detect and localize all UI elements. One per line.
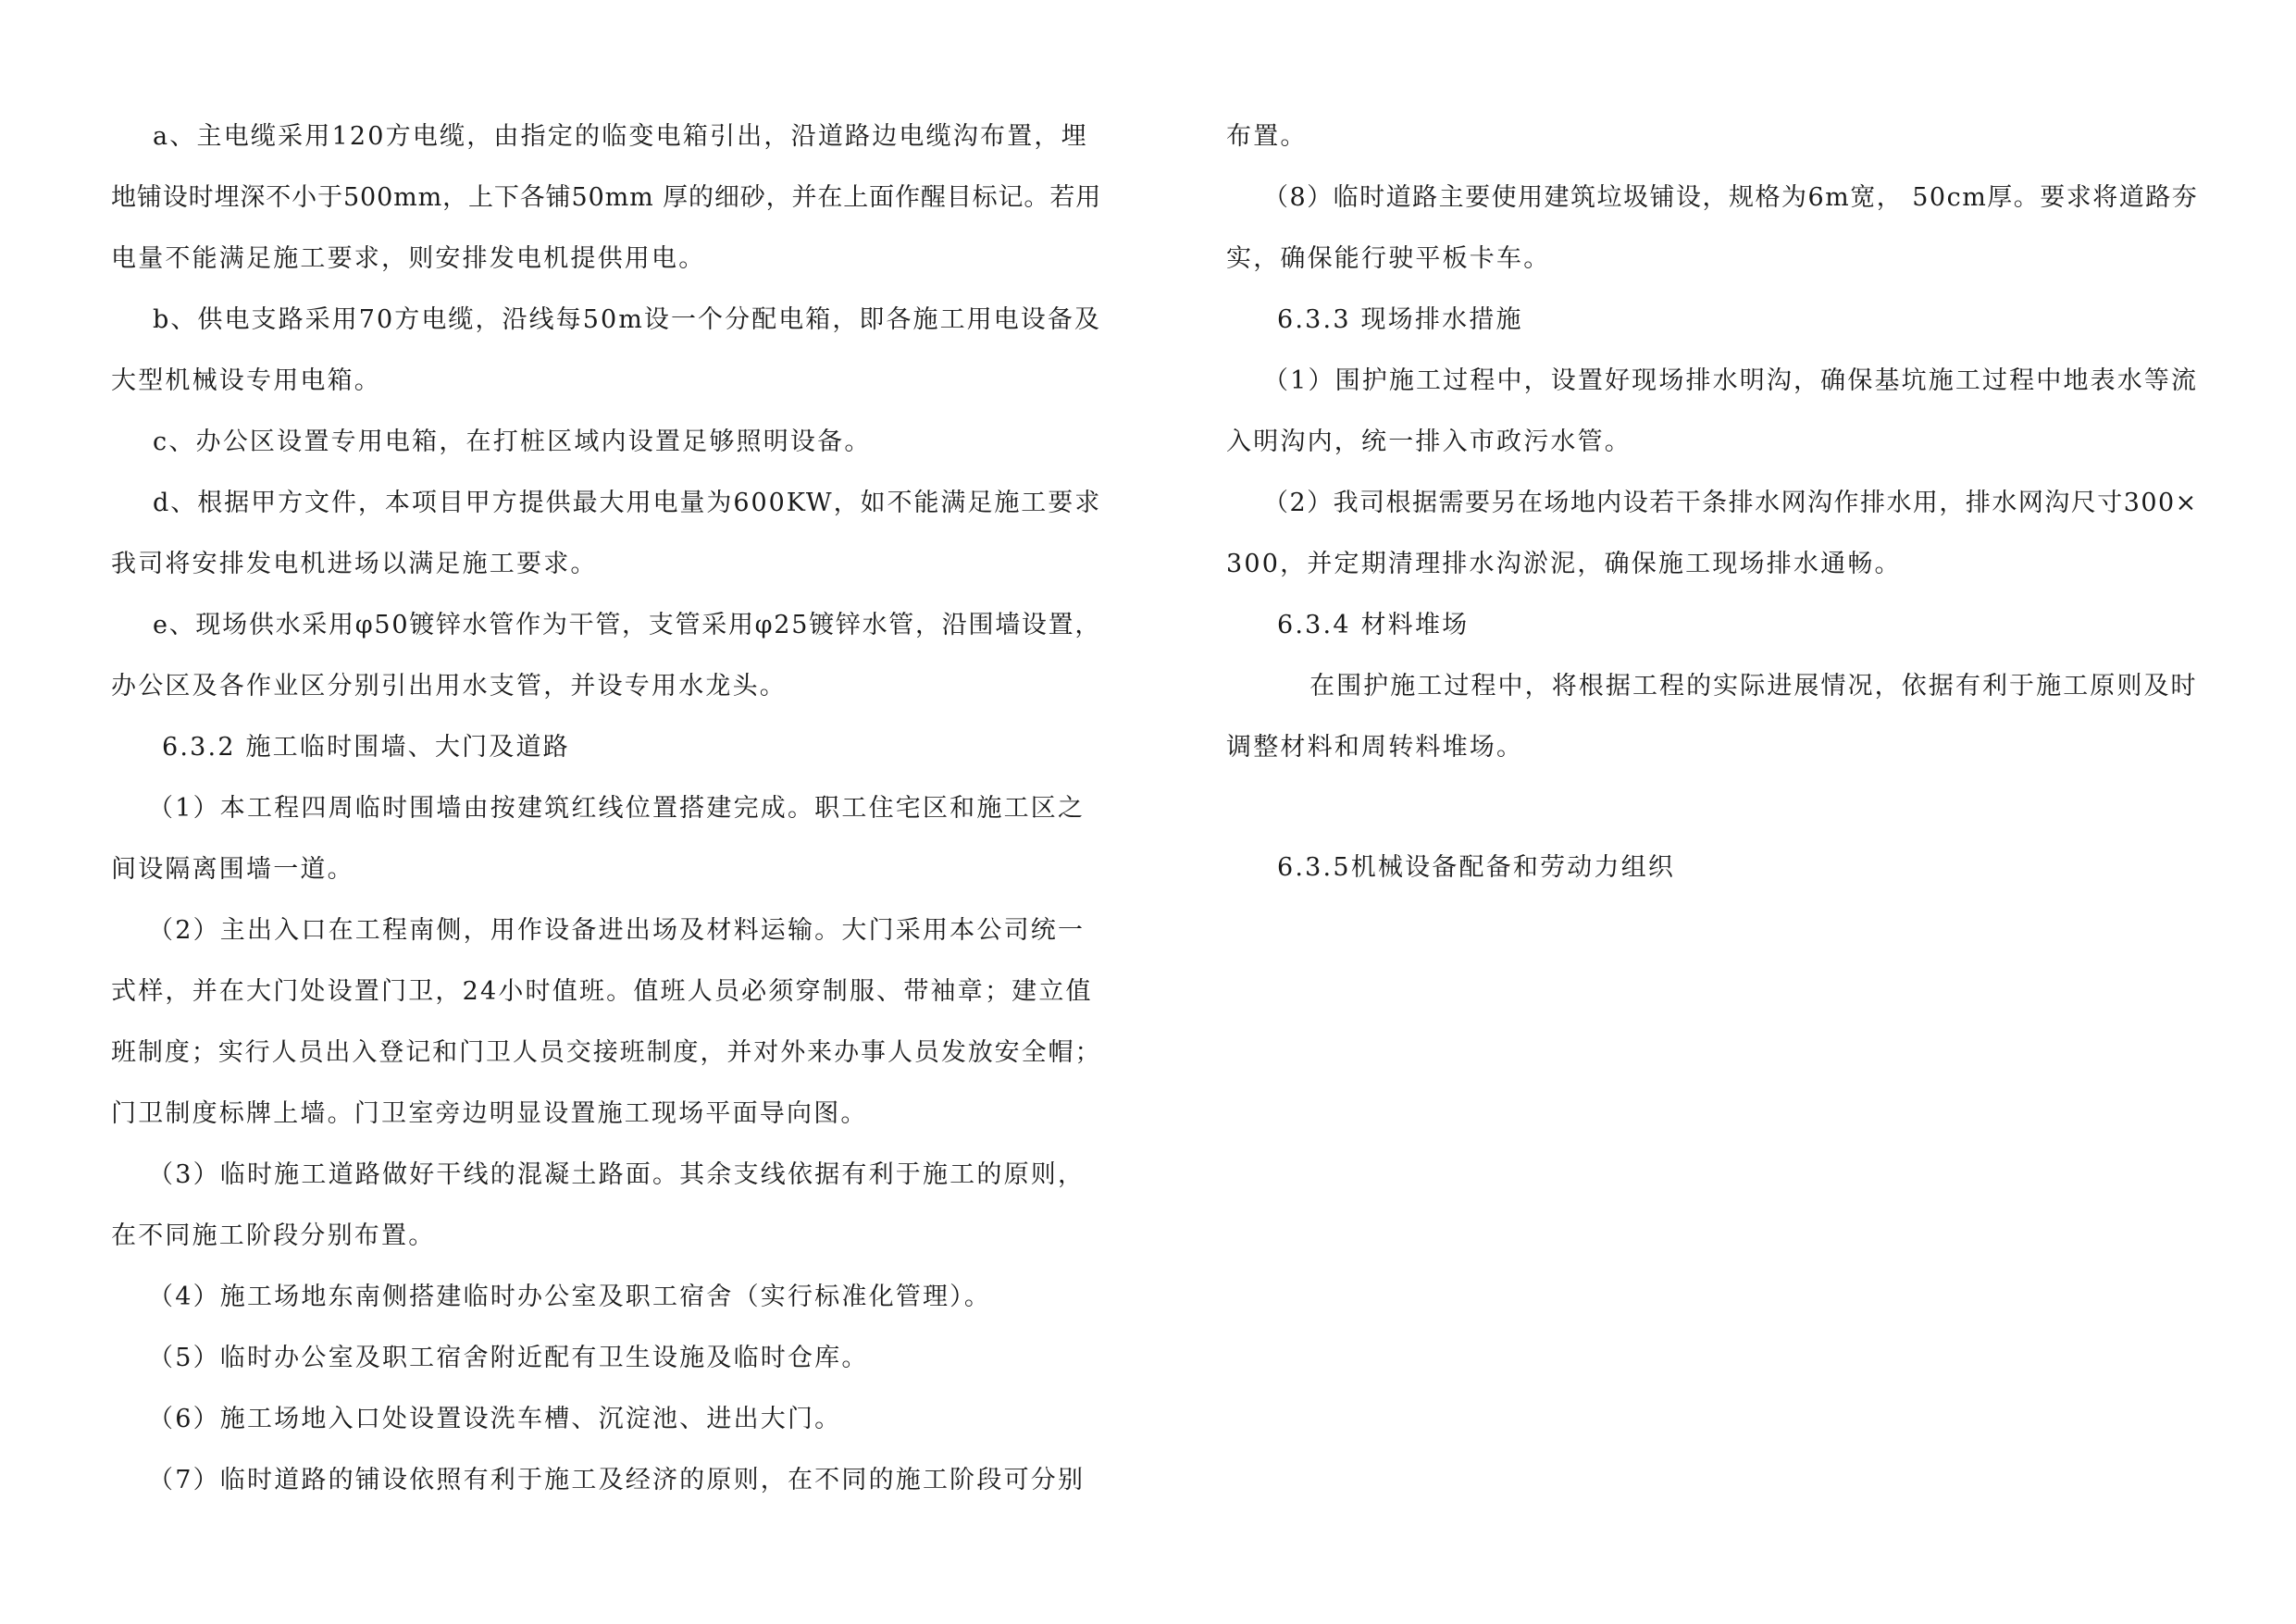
item-6-line-1: （6）施工场地入口处设置设洗车槽、沉淀池、进出大门。 [148, 1405, 842, 1433]
item-7-line-1: （7）临时道路的铺设依照有利于施工及经济的原则，在不同的施工阶段可分别 [148, 1466, 1086, 1494]
item-3-line-1: （3）临时施工道路做好干线的混凝土路面。其余支线依据有利于施工的原则， [148, 1160, 1086, 1189]
para-d-line-2: 我司将安排发电机进场以满足施工要求。 [111, 550, 598, 578]
material-para-line-1: 在围护施工过程中，将根据工程的实际进展情况，依据有利于施工原则及时 [1309, 672, 2198, 700]
para-a-line-1: a、主电缆采用120方电缆，由指定的临变电箱引出，沿道路边电缆沟布置，埋 [153, 122, 1088, 151]
drain-item-1-line-2: 入明沟内，统一排入市政污水管。 [1226, 428, 1632, 456]
para-b-line-1: b、供电支路采用70方电缆，沿线每50m设一个分配电箱，即各施工用电设备及 [153, 305, 1101, 334]
item-2-line-2: 式样，并在大门处设置门卫，24小时值班。值班人员必须穿制服、带袖章；建立值 [111, 977, 1093, 1006]
item-7-line-2: 布置。 [1226, 122, 1308, 151]
item-8-line-1: （8）临时道路主要使用建筑垃圾铺设，规格为6m宽， 50cm厚。要求将道路夯 [1263, 183, 2199, 212]
material-para-line-2: 调整材料和周转料堆场。 [1226, 733, 1524, 762]
item-5-line-1: （5）临时办公室及职工宿舍附近配有卫生设施及临时仓库。 [148, 1344, 869, 1372]
para-b-line-2: 大型机械设专用电箱。 [111, 366, 381, 395]
drain-item-2-line-1: （2）我司根据需要另在场地内设若干条排水网沟作排水用，排水网沟尺寸300× [1263, 489, 2198, 517]
heading-6-3-2: 6.3.2 施工临时围墙、大门及道路 [162, 733, 570, 762]
heading-6-3-5: 6.3.5机械设备配备和劳动力组织 [1277, 853, 1676, 882]
drain-item-2-line-2: 300，并定期清理排水沟淤泥，确保施工现场排水通畅。 [1226, 550, 1902, 578]
drain-item-1-line-1: （1）围护施工过程中，设置好现场排水明沟，确保基坑施工过程中地表水等流 [1263, 366, 2199, 395]
item-2-line-1: （2）主出入口在工程南侧，用作设备进出场及材料运输。大门采用本公司统一 [148, 916, 1086, 945]
para-e-line-2: 办公区及各作业区分别引出用水支管，并设专用水龙头。 [111, 672, 787, 700]
para-d-line-1: d、根据甲方文件，本项目甲方提供最大用电量为600KW，如不能满足施工要求 [153, 489, 1102, 517]
item-2-line-4: 门卫制度标牌上墙。门卫室旁边明显设置施工现场平面导向图。 [111, 1099, 868, 1128]
heading-6-3-4: 6.3.4 材料堆场 [1277, 611, 1470, 639]
para-c-line-1: c、办公区设置专用电箱，在打桩区域内设置足够照明设备。 [153, 428, 872, 456]
para-a-line-3: 电量不能满足施工要求，则安排发电机提供用电。 [111, 244, 706, 273]
item-4-line-1: （4）施工场地东南侧搭建临时办公室及职工宿舍（实行标准化管理）。 [148, 1283, 992, 1311]
para-e-line-1: e、现场供水采用φ50镀锌水管作为干管，支管采用φ25镀锌水管，沿围墙设置， [153, 611, 1102, 639]
item-8-line-2: 实，确保能行驶平板卡车。 [1226, 244, 1551, 273]
item-1-line-1: （1）本工程四周临时围墙由按建筑红线位置搭建完成。职工住宅区和施工区之 [148, 794, 1086, 823]
item-3-line-2: 在不同施工阶段分别布置。 [111, 1221, 436, 1250]
item-2-line-3: 班制度；实行人员出入登记和门卫人员交接班制度，并对外来办事人员发放安全帽； [111, 1038, 1102, 1067]
item-1-line-2: 间设隔离围墙一道。 [111, 855, 354, 884]
heading-6-3-3: 6.3.3 现场排水措施 [1277, 305, 1523, 334]
para-a-line-2: 地铺设时埋深不小于500mm，上下各铺50mm 厚的细砂，并在上面作醒目标记。若用 [111, 183, 1102, 212]
